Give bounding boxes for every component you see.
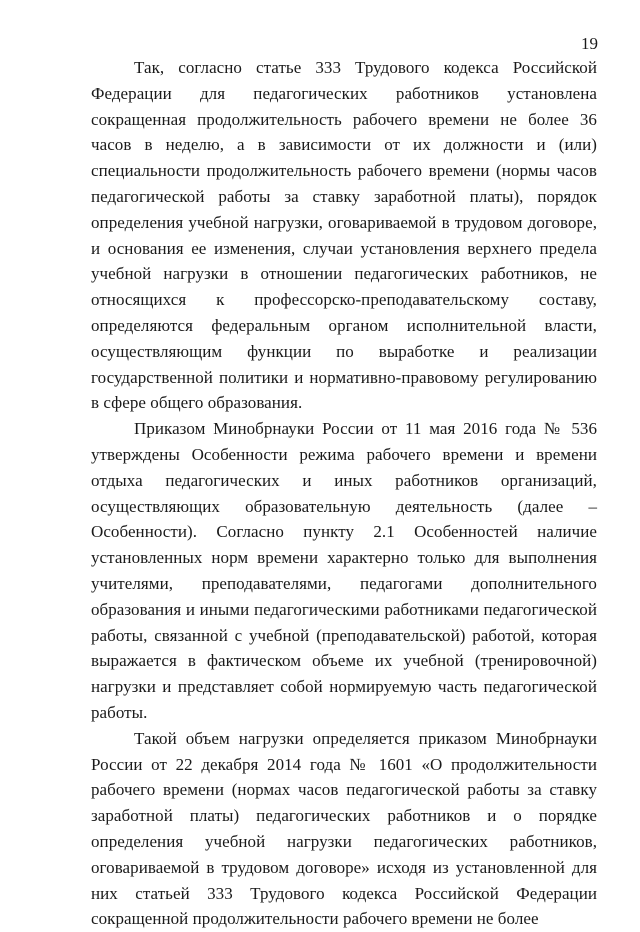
- document-body: [91, 55, 597, 932]
- paragraph-order-1601: Такой объем нагрузки определяется приказом Минобрнауки России от 22 декабря 2014 года № 1601 «О продолжительности рабочего времени (нормах часов педагогической работы за ставку заработной платы) педагогических работников и о порядке определения учебной нагрузки педагогических работников, оговариваемой в трудовом договоре» исходя из установленной для них статьей 333 Трудового кодекса Российской Федерации сокращенной продолжительности рабочего времени не более: [91, 728, 597, 929]
- paragraph-order-536: Приказом Минобрнауки России от 11 мая 2016 года № 536 утверждены Особенности режима рабочего времени и времени отдыха педагогических и иных работников организаций, осуществляющих образовательную деятельность (далее – Особенности). Согласно пункту 2.1 Особенностей наличие установленных норм времени характерно только для выполнения учителями, преподавателями, педагогами дополнительного образования и иными педагогическими работниками педагогической работы, связанной с учебной (преподавательской) работой, которая выражается в фактическом объеме их учебной (тренировочной) нагрузки и представляет собой нормируемую часть педагогической работы.: [91, 419, 597, 722]
- paragraph-article-333: Так, согласно статье 333 Трудового кодекса Российской Федерации для педагогических работников установлена сокращенная продолжительность рабочего времени не более 36 часов в неделю, а в зависимости от их должности и (или) специальности продолжительность рабочего времени (нормы часов педагогической работы за ставку заработной платы), порядок определения учебной нагрузки, оговариваемой в трудовом договоре, и основания ее изменения, случаи установления верхнего предела учебной нагрузки в отношении педагогических работников, не относящихся к профессорско-преподавательскому составу, определяются федеральным органом исполнительной власти, осуществляющим функции по выработке и реализации государственной политики и нормативно-правовому регулированию в сфере общего образования.: [91, 58, 597, 413]
- page-number: 19: [581, 34, 598, 53]
